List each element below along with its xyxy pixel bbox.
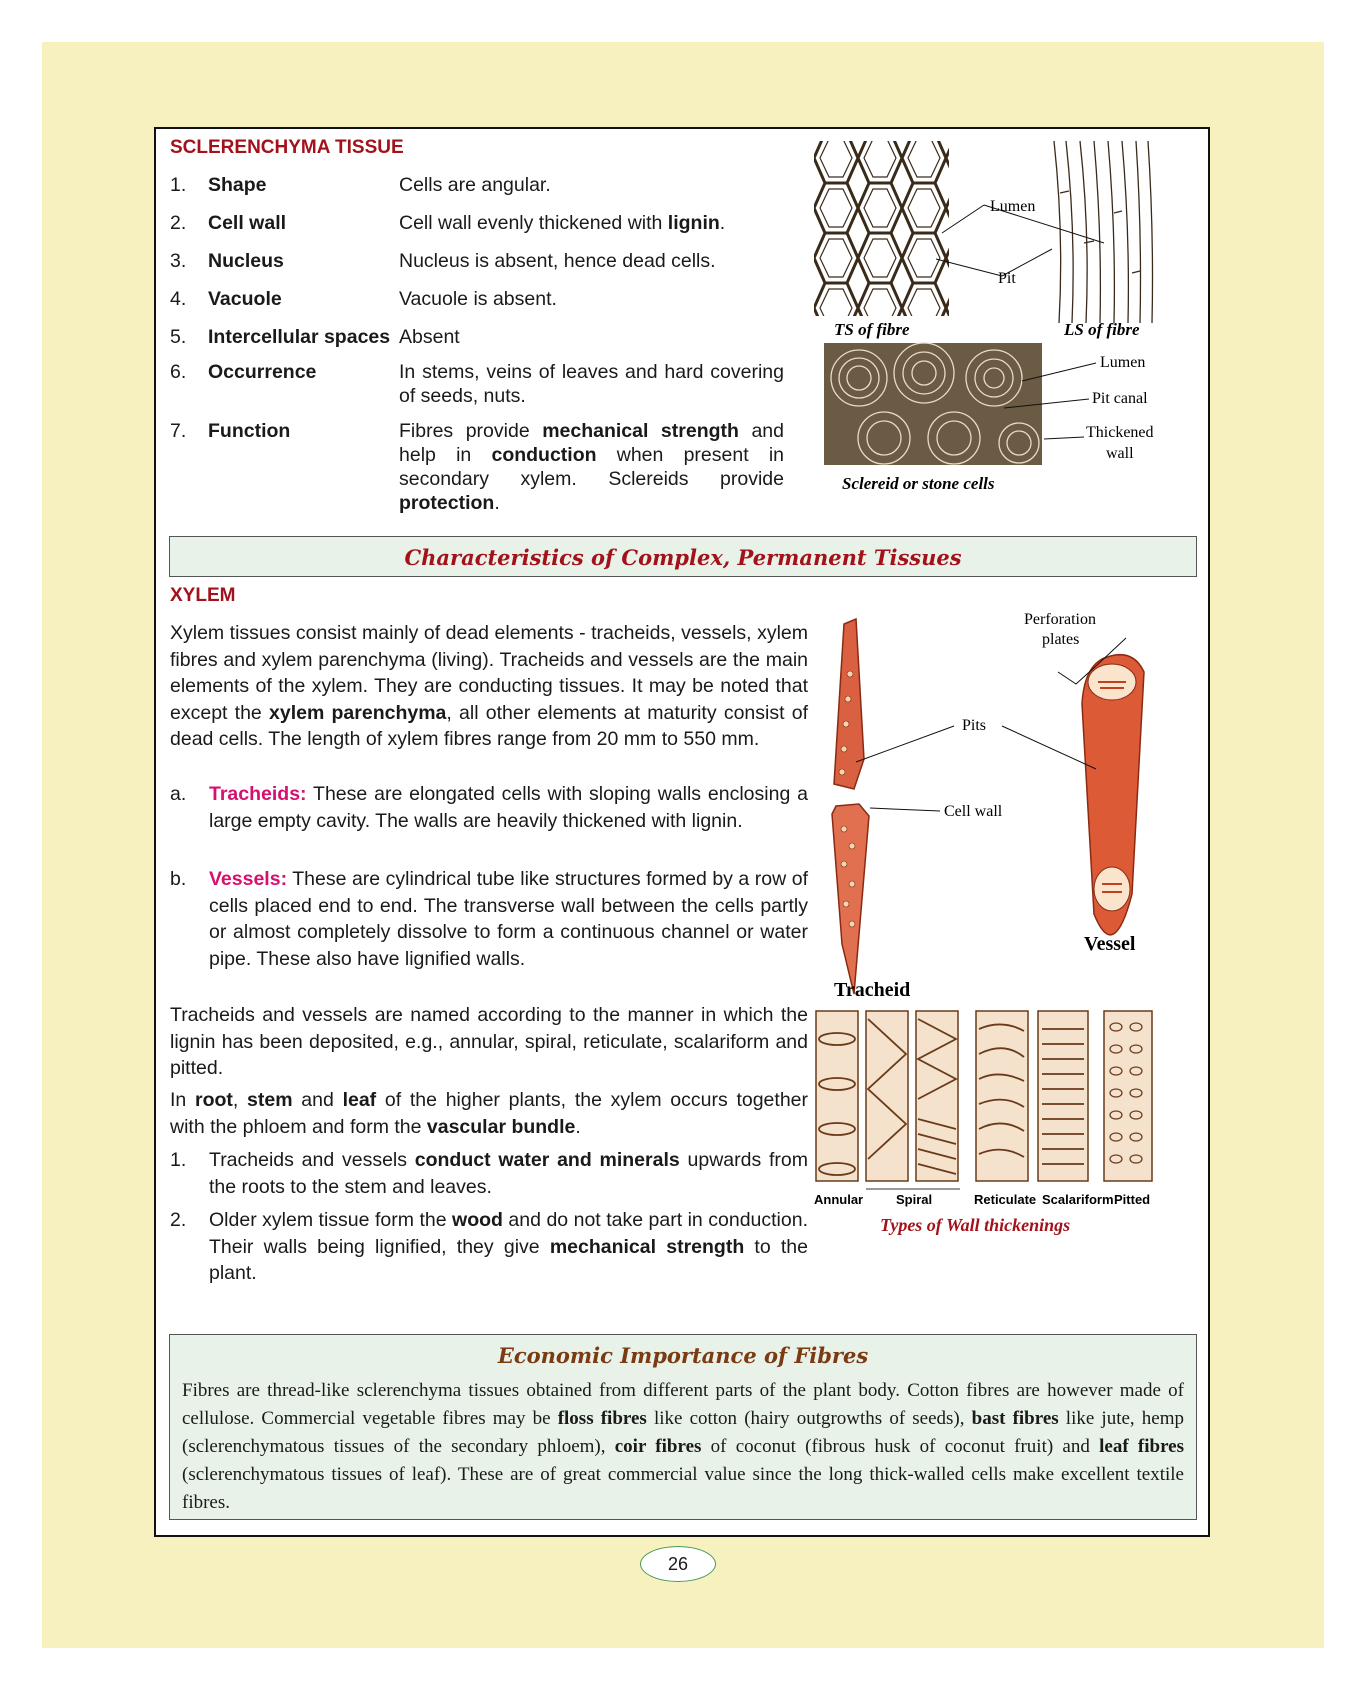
- sclerenchyma-heading: SCLERENCHYMA TISSUE: [170, 137, 404, 158]
- property-label: Shape: [208, 174, 267, 196]
- property-label: Nucleus: [208, 250, 284, 272]
- label-pits: Pits: [962, 717, 987, 734]
- label-plates: plates: [1042, 631, 1080, 648]
- xylem-intro: Xylem tissues consist mainly of dead elements - tracheids, vessels, xylem fibres and xylem parenchyma (living). Tracheids and vessels are the main elements of the xylem. They are conducting tissues. It may be noted that except the xylem parenchyma, all other elements at maturity consist of dead cells. The length of xylem fibres range from 20 mm to 550 mm.: [170, 622, 808, 750]
- tracheid-vessel-figure: [814, 584, 1204, 1004]
- label-pitted: Pitted: [1114, 1192, 1151, 1207]
- property-label: Cell wall: [208, 212, 287, 234]
- label-cell-wall: Cell wall: [944, 803, 1003, 820]
- tracheid-lower-drawing: [832, 804, 869, 994]
- property-value: In stems, veins of leaves and hard covering of seeds, nuts.: [399, 361, 784, 407]
- property-label: Intercellular spaces: [208, 326, 391, 348]
- property-label: Vacuole: [208, 288, 282, 310]
- caption-ls: LS of fibre: [1064, 320, 1140, 339]
- property-value: Cell wall evenly thickened with lignin.: [399, 212, 726, 234]
- vessels-item: b. Vessels: These are cylindrical tube like structures formed by a row of cells placed end to end. The transverse wall between the cells partly or almost completely dissolve to form a continuous channel or water pipe. These also have lignified walls.: [170, 868, 808, 970]
- label-pit: Pit: [998, 270, 1016, 287]
- fibre-figure: [814, 133, 1204, 493]
- page-number: 26: [640, 1546, 716, 1582]
- function-point-2: 2. Older xylem tissue form the wood and do not take part in conduction. Their walls being lignified, they give mechanical strength to the plant.: [170, 1209, 808, 1284]
- label-thickened: Thickened: [1086, 424, 1154, 441]
- tracheid-upper-drawing: [834, 619, 864, 789]
- label-wall: wall: [1106, 445, 1134, 462]
- property-value: Fibres provide mechanical strength and help in conduction when present in secondary xylem. Sclereids provide protection.: [399, 420, 784, 514]
- content-frame: SCLERENCHYMA TISSUE 1. Shape Cells are angular. 2. Cell wall Cell wall evenly thickened with lignin. 3. Nucleus Nucleus is absent, hence dead cells. 4. Vacuole Vacuole is absent. 5. Intercellular spaces Absent 6. Occurrence In stems, veins of leaves and hard covering of seeds, nuts. 7. Function Fibres provide mechanical strength and help in conduction when present in secondary xylem. Sclereids provide protection. Lumen Pit TS of fibre LS of fibre Lumen Pit canal Thickened wall Sclereid or stone cells Characteristics of Complex, Permanent Tissues XYLEM Xylem tissues consist mainly of dead elements - tracheids, vessels, xylem fibres and xylem parenchyma (living). Tracheids and vessels are the main elements of the xylem. They are conducting tissues. It may be noted that except the xylem parenchyma, all other elements at maturity consist of dead cells. The length of xylem fibres range from 20 mm to 550 mm. a. Tracheids: These are elongated cells with sloping walls enclosing a large empty cavity. The walls are heavily thickened with lignin. b. Vessels: These are cylindrical tube like structures formed by a row of cells placed end to end. The transverse wall between the cells partly or almost completely dissolve to form a continuous channel or water pipe. These also have lignified walls. Tracheids and vessels are named according to the manner in which the lignin has been deposited, e.g., annular, spiral, reticulate, scalariform and pitted. In root, stem and leaf of the higher plants, the xylem occurs together with the phloem and form the vascular bundle. 1. Tracheids and vessels conduct water and minerals upwards from the roots to the stem and leaves. 2. Older xylem tissue form the wood and do not take part in conduction. Their walls being lignified, they give mechanical strength to the plant. Perforation plates Pits Cell wall Vessel Tracheid Annular Spiral Reticulate Scalariform Pitted Types of Wall thickenings Economic Importance of Fibres Fibres are thread-like sclerenchyma tissues obtained from different parts of the plant body. Cotton fibres are however made of cellulose. Commercial vegetable fibres may be floss fibres like cotton (hairy outgrowths of seeds), bast fibres like jute, hemp (sclerenchymatous tissues of the secondary phloem), coir fibres of coconut (fibrous husk of coconut fruit) and leaf fibres (sclerenchymatous tissues of leaf). These are of great commercial value since the long thick-walled cells make excellent textile fibres.: [154, 127, 1210, 1537]
- property-value: Nucleus is absent, hence dead cells.: [399, 250, 716, 272]
- label-annular: Annular: [814, 1192, 864, 1207]
- property-value: Vacuole is absent.: [399, 288, 557, 310]
- property-label: Occurrence: [208, 361, 317, 383]
- label-lumen-2: Lumen: [1100, 354, 1146, 371]
- caption-wall-thickenings: Types of Wall thickenings: [880, 1215, 1071, 1235]
- caption-sclereid: Sclereid or stone cells: [842, 474, 995, 493]
- caption-vessel: Vessel: [1084, 933, 1136, 955]
- economic-importance-title: Economic Importance of Fibres: [497, 1343, 869, 1368]
- property-value: Absent: [399, 326, 460, 348]
- property-label: Function: [208, 420, 291, 442]
- label-scalariform: Scalariform: [1042, 1192, 1114, 1207]
- wall-thickenings-figure: [814, 1009, 1204, 1299]
- caption-tracheid: Tracheid: [834, 979, 911, 1001]
- function-point-1: 1. Tracheids and vessels conduct water and minerals upwards from the roots to the stem and leaves.: [170, 1149, 808, 1198]
- lignin-deposit-paragraph: Tracheids and vessels are named according to the manner in which the lignin has been deposited, e.g., annular, spiral, reticulate, scalariform and pitted.: [170, 1004, 808, 1079]
- property-value: Cells are angular.: [399, 174, 551, 196]
- complex-tissues-banner: Characteristics of Complex, Permanent Tissues: [169, 536, 1197, 577]
- economic-importance-box: [169, 1334, 1197, 1520]
- label-pit-canal: Pit canal: [1092, 390, 1148, 407]
- caption-ts: TS of fibre: [834, 320, 910, 339]
- label-perforation: Perforation: [1024, 611, 1096, 628]
- xylem-heading: XYLEM: [170, 585, 236, 606]
- economic-importance-text: Fibres are thread-like sclerenchyma tissues obtained from different parts of the plant body. Cotton fibres are however made of cellulose. Commercial vegetable fibres may be floss fibres like cotton (hairy outgrowths of seeds), bast fibres like jute, hemp (sclerenchymatous tissues of the secondary phloem), coir fibres of coconut (fibrous husk of coconut fruit) and leaf fibres (sclerenchymatous tissues of leaf). These are of great commercial value since the long thick-walled cells make excellent textile fibres.: [182, 1380, 1185, 1513]
- label-spiral: Spiral: [896, 1192, 933, 1207]
- sclereid-drawing: [824, 343, 1042, 465]
- tracheids-item: a. Tracheids: These are elongated cells with sloping walls enclosing a large empty cavity. The walls are heavily thickened with lignin.: [170, 783, 808, 832]
- vascular-bundle-paragraph: In root, stem and leaf of the higher plants, the xylem occurs together with the phloem and form the vascular bundle.: [170, 1089, 808, 1138]
- scalariform-drawing: [1038, 1011, 1088, 1181]
- label-lumen: Lumen: [990, 198, 1036, 215]
- label-reticulate: Reticulate: [974, 1192, 1037, 1207]
- ts-fibre-drawing: [814, 141, 949, 316]
